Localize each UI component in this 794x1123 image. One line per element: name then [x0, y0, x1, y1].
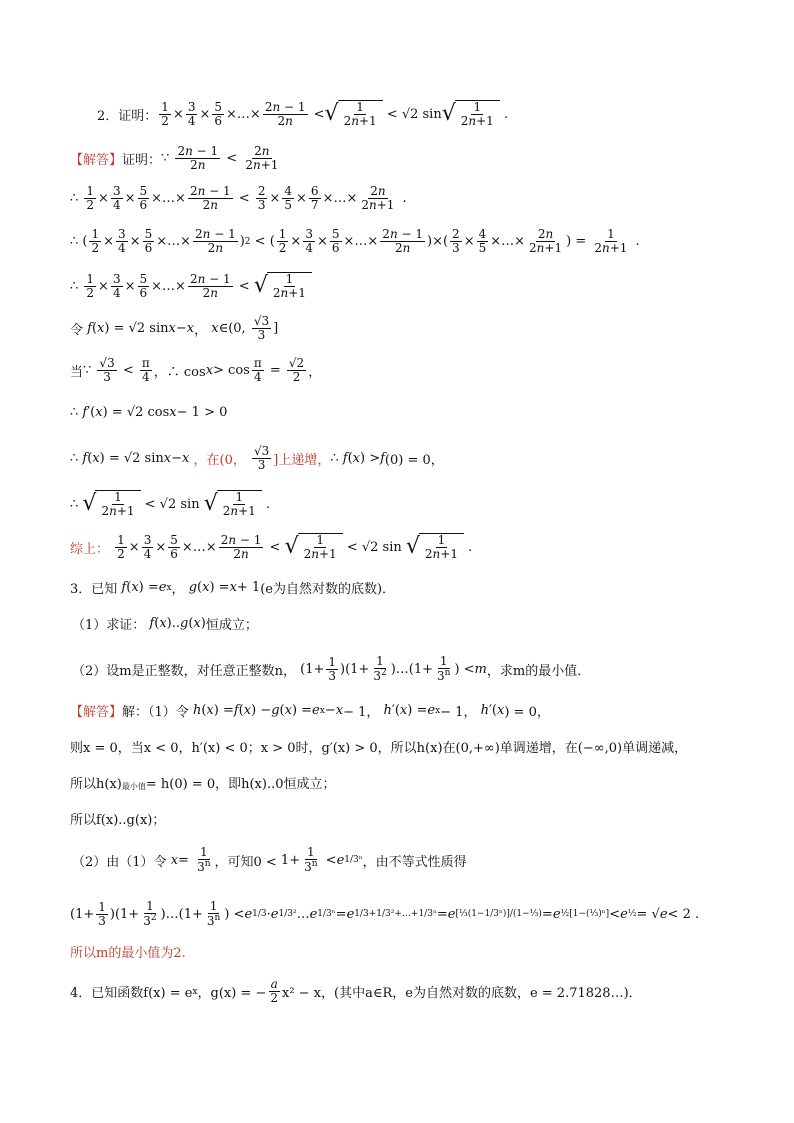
frac: $\frac{2n - 1}{2n}$ [264, 99, 306, 128]
problem2-statement: 2．证明： $\frac{1}{2}$ × $\frac{3}{4}$ × $\frac{5}{6}$ ×…× $\frac{2n - 1}{2n}$ < √ $\frac{1}{2n+1}$ < √2 sin √ $\frac{1}{2n+1}$ . [97, 99, 509, 129]
step-line: ∴ $\frac{1}{2}$ × $\frac{3}{4}$ × $\frac{5}{6}$ ×…× $\frac{2n - 1}{2n}$ < $\frac{2}{3}$ × $\frac{4}{5}$ × $\frac{6}{7}$ ×…× $\frac{2n}{2n+1}$ . [70, 184, 407, 213]
sqrt: √ $\frac{1}{2n+1}$ [325, 100, 383, 128]
answer-text: 证明： [122, 153, 162, 169]
step-line: ∴ $\frac{1}{2}$ × $\frac{3}{4}$ × $\frac{5}{6}$ ×…× $\frac{2n - 1}{2n}$ < √ $\frac{1}{2n+1}$ [70, 272, 312, 300]
answer-header: 【解答】 证明： ∵ $\frac{2n - 1}{2n}$ < $\frac{2n}{2n+1}$ [70, 144, 279, 173]
step-line: ∴ f ( x ) = √2 sin x − x ，在(0， $\frac{√3}{3}$ ]上递增， ∴ f ( x ) > f (0) = 0， [70, 444, 444, 473]
step-line: 令 f ( x ) = √2 sin x − x ， x ∈(0, $\frac{√3}{3}$ ] [70, 314, 279, 343]
problem2-label: 2．证明： [97, 108, 158, 124]
problem4-stem: 4．已知函数f(x) = e x ，g(x) = − $\frac{a}{2}$ x² − x，(其中a∈R，e为自然对数的底数，e = 2.71828…)． [70, 977, 642, 1006]
problem3-q1: （1）求证： f ( x ).. g ( x ) 恒成立； [72, 616, 258, 633]
problem3-line: 所以h(x) 最小值 = h(0) = 0，即h(x)..0恒成立； [70, 777, 336, 792]
step-line: 当 ∵ $\frac{√3}{3}$ < $\frac{\pi}{4}$ ，∴ cos x > cos $\frac{\pi}{4}$ = $\frac{√2}{2}$ ， [70, 356, 322, 385]
frac: $\frac{1}{2}$ [161, 99, 169, 128]
problem3-chain: (1+ $\frac{1}{3}$ )(1+ $\frac{1}{3^2}$ )…(1+ $\frac{1}{3^n}$ ) < e 1/3 · e 1/3² … e 1/3ⁿ = e 1/3+1/3²+…+1/3ⁿ = e [⅓(1−1/3ⁿ)]/(1−⅓) = e ½[1−(⅓)ⁿ] < e ½ = √ e < 2 . [70, 899, 700, 929]
problem3-answer1: 【解答】 解：（1）令 h ( x ) = f ( x ) − g ( x ) = e x − x − 1， h ′( x ) = e x − 1， h ′( x ) = 0， [70, 703, 550, 720]
problem3-conclusion: 所以m的最小值为2. [70, 946, 186, 961]
summary-line: 综上： $\frac{1}{2}$ × $\frac{3}{4}$ × $\frac{5}{6}$ ×…× $\frac{2n - 1}{2n}$ < √ $\frac{1}{2n+1}$ < √2 sin √ $\frac{1}{2n+1}$ . [70, 532, 473, 562]
problem3-stem: 3．已知 f ( x ) = e x ， g ( x ) = x + 1 (e为自然对数的底数)． [70, 580, 396, 597]
step-line: ∴ √ $\frac{1}{2n+1}$ < √2 sin √ $\frac{1}{2n+1}$ . [70, 490, 271, 519]
problem3-line: 所以f(x)..g(x)； [70, 813, 166, 828]
sqrt: √ $\frac{1}{2n+1}$ [442, 100, 500, 128]
problem3-line: 则x = 0，当x < 0，h′(x) < 0；x > 0时，g′(x) > 0，所以h(x)在(0,+∞)单调递增，在(−∞,0)单调递减， [70, 741, 688, 756]
step-line: ∴ f ′( x ) = √2 cos x − 1 > 0 [70, 405, 228, 420]
step-line: ∴ ( $\frac{1}{2}$ × $\frac{3}{4}$ × $\frac{5}{6}$ ×…× $\frac{2n - 1}{2n}$ ) 2 < ( $\frac{1}{2}$ × $\frac{3}{4}$ × $\frac{5}{6}$ ×…× $\frac{2n - 1}{2n}$ )×( $\frac{2}{3}$ × $\frac{4}{5}$ ×…× $\frac{2n}{2n+1}$ ) = $\frac{1}{2n+1}$ . [70, 227, 640, 256]
problem3-part2: （2）由（1）令 x = $\frac{1}{3^n}$ ，可知0 < 1+ $\frac{1}{3^n}$ < e 1/3ⁿ ，由不等式性质得 [72, 845, 467, 875]
frac: $\frac{5}{6}$ [214, 99, 223, 128]
frac: $\frac{3}{4}$ [187, 99, 196, 128]
answer-tag: 【解答】 [70, 153, 123, 169]
problem3-q2: （2）设m是正整数，对任意正整数n， (1+ $\frac{1}{3}$ )(1+ $\frac{1}{3^2}$ )…(1+ $\frac{1}{3^n}$ ) < m ，求m的最小值． [72, 654, 591, 684]
